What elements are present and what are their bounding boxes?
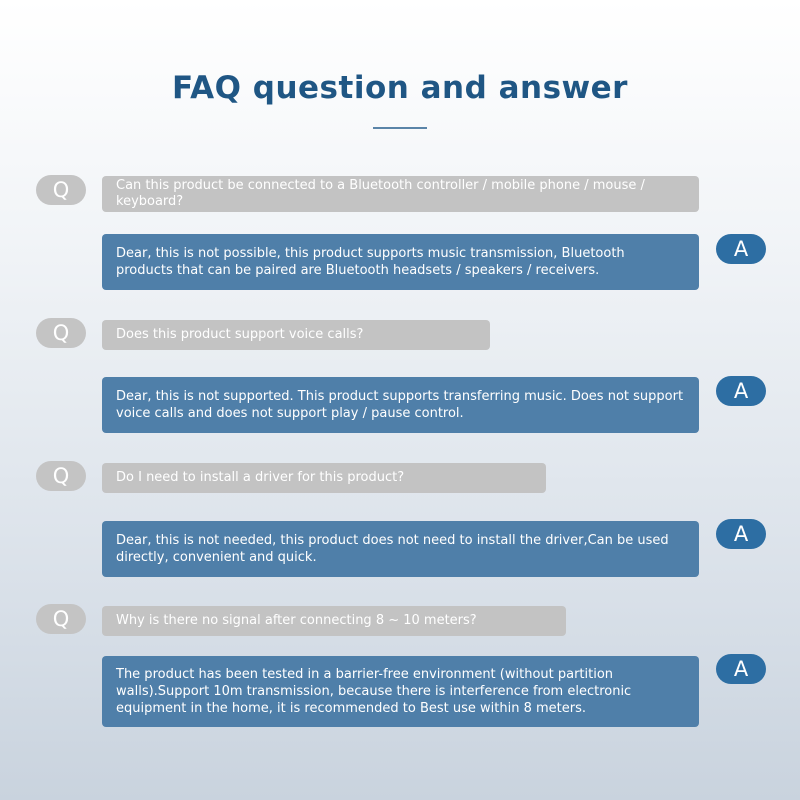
answer-badge: A xyxy=(716,519,766,549)
question-bubble xyxy=(102,463,546,493)
question-badge: Q xyxy=(36,604,86,634)
question-text: Do I need to install a driver for this product? xyxy=(116,470,405,485)
answer-badge: A xyxy=(716,376,766,406)
question-bubble xyxy=(102,606,566,636)
answer-badge: A xyxy=(716,654,766,684)
answer-bubble xyxy=(102,656,699,727)
question-text: Why is there no signal after connecting 8 ~ 10 meters? xyxy=(116,613,477,628)
answer-text: The product has been tested in a barrier-free environment (without partition walls).Support 10m transmission, because there is interference from electronic equipment in the home, it is recommended to Best use within 8 meters. xyxy=(116,667,632,716)
title-divider xyxy=(373,127,427,129)
question-text: Can this product be connected to a Bluetooth controller / mobile phone / mouse / keyboard? xyxy=(116,178,645,209)
answer-bubble xyxy=(102,234,699,290)
question-badge: Q xyxy=(36,461,86,491)
answer-text: Dear, this is not supported. This product supports transferring music. Does not support voice calls and does not support play / pause control. xyxy=(116,389,684,421)
question-text: Does this product support voice calls? xyxy=(116,327,364,342)
answer-bubble xyxy=(102,377,699,433)
answer-text: Dear, this is not needed, this product does not need to install the driver,Can be used directly, convenient and quick. xyxy=(116,533,669,565)
question-badge: Q xyxy=(36,318,86,348)
question-bubble xyxy=(102,176,699,212)
question-badge: Q xyxy=(36,175,86,205)
page-title: FAQ question and answer xyxy=(172,70,628,106)
answer-bubble xyxy=(102,521,699,577)
question-bubble xyxy=(102,320,490,350)
answer-text: Dear, this is not possible, this product supports music transmission, Bluetooth products that can be paired are Bluetooth headsets / speakers / receivers. xyxy=(116,246,625,278)
answer-badge: A xyxy=(716,234,766,264)
